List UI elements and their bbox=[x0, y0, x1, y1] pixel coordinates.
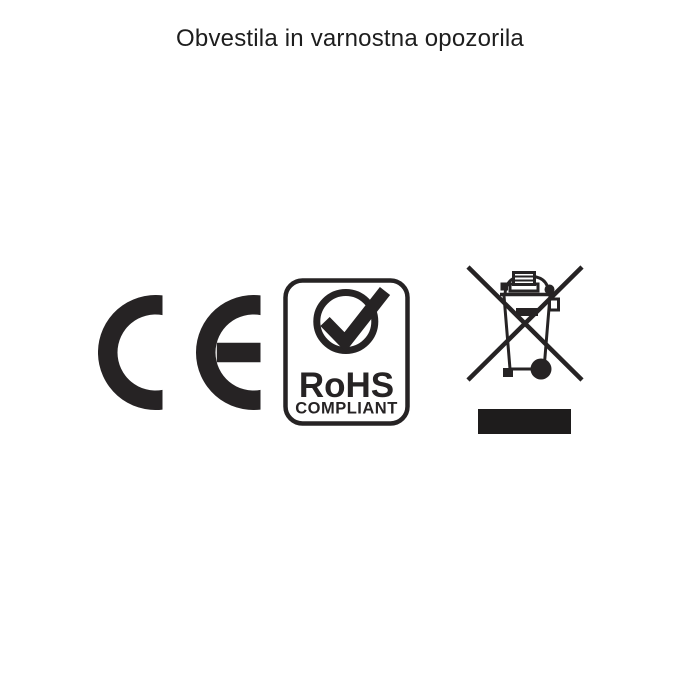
weee-crossed-out-bin-icon bbox=[466, 265, 584, 437]
ce-letter-c bbox=[98, 295, 163, 410]
weee-underline-bar bbox=[478, 409, 571, 434]
rohs-sublabel: COMPLIANT bbox=[295, 399, 398, 418]
rohs-badge bbox=[283, 278, 410, 426]
ce-mark-icon bbox=[98, 295, 268, 410]
weee-bin-handle-grip bbox=[514, 273, 535, 285]
weee-bin-lid-knob bbox=[501, 283, 509, 291]
rohs-label: RoHS bbox=[298, 366, 395, 405]
weee-bin-foot bbox=[503, 368, 513, 377]
ce-letter-e-middle-bar bbox=[217, 343, 261, 363]
weee-bin-wheel bbox=[531, 359, 552, 380]
page-title: Obvestila in varnostna opozorila bbox=[176, 25, 524, 52]
